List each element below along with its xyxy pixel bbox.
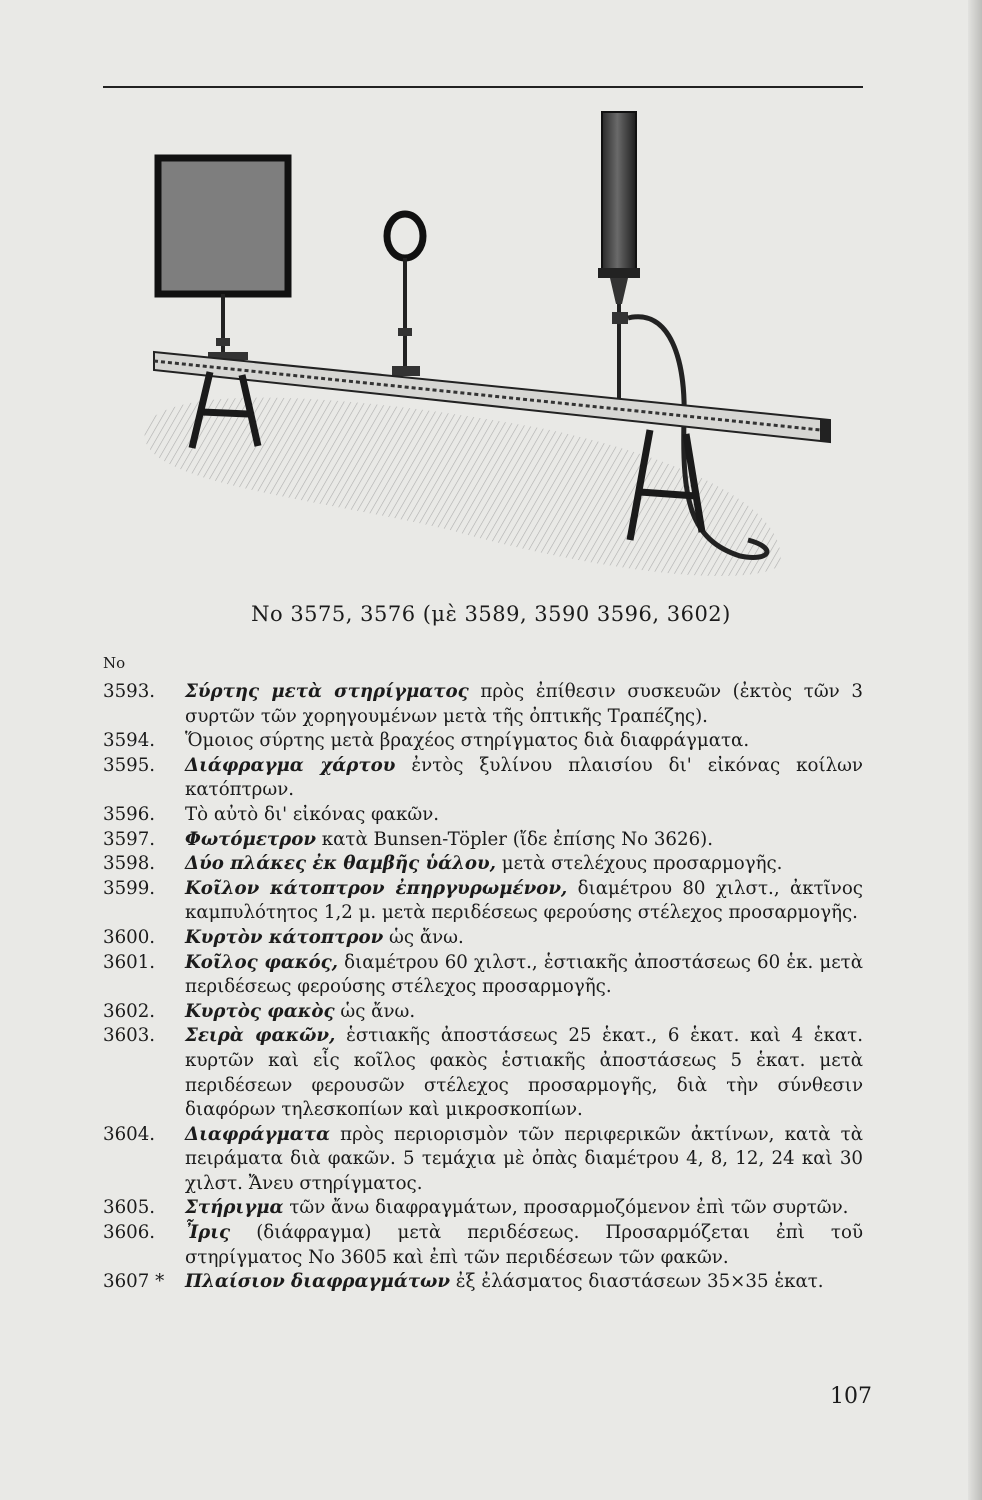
catalog-entry bbox=[103, 877, 863, 926]
entry-number: 3593. bbox=[103, 681, 156, 702]
entry-number: 3604. bbox=[103, 1123, 156, 1145]
entry-number: 3595. bbox=[103, 754, 156, 776]
entry-body bbox=[185, 754, 863, 803]
entry-text: διαμέτρου 80 χιλστ., ἀκτῖνος καμπυλότητος 1,2 μ. μετὰ περιδέσεως φερούσης στέλεχος προσαρμογῆς. bbox=[185, 877, 863, 924]
entry-text: ἐξ ἐλάσματος διαστάσεων 35×35 ἑκατ. bbox=[450, 1271, 824, 1293]
entry-title: Πλαίσιον διαφραγμάτων bbox=[185, 1271, 450, 1293]
entry-title: Κοῖλον κάτοπτρον ἐπηργυρωμένον, bbox=[185, 877, 568, 899]
catalog-entry bbox=[103, 926, 863, 951]
catalog-entry bbox=[103, 803, 863, 828]
entry-title: Φωτόμετρον bbox=[185, 828, 316, 850]
entry-title: Ἶρις bbox=[185, 1222, 231, 1244]
entry-number: 3599. bbox=[103, 877, 156, 899]
entry-title: Διάφραγμα χάρτου bbox=[185, 754, 396, 776]
catalog-entry bbox=[103, 729, 863, 754]
entry-body bbox=[185, 803, 863, 828]
entry-number: 3597. bbox=[103, 828, 156, 850]
catalog-entry bbox=[103, 680, 863, 729]
figure-caption: Νο 3575, 3576 (μὲ 3589, 3590 3596, 3602) bbox=[251, 602, 731, 626]
entry-text: Ὅμοιος σύρτης μετὰ βραχέος στηρίγματος διὰ διαφράγματα. bbox=[185, 730, 750, 752]
catalog-entry bbox=[103, 1024, 863, 1122]
entry-text: ὡς ἄνω. bbox=[334, 1000, 416, 1022]
entry-body bbox=[185, 1221, 863, 1270]
entry-title: Σειρὰ φακῶν, bbox=[185, 1025, 336, 1047]
catalog-entry bbox=[103, 951, 863, 1000]
entry-number: 3598. bbox=[103, 853, 156, 875]
entry-number: 3594. bbox=[103, 730, 156, 752]
catalog-entry bbox=[103, 754, 863, 803]
entry-text: πρὸς ἐπίθεσιν συσκευῶν (ἐκτὸς τῶν 3 συρτῶν τῶν χορηγουμένων μετὰ τῆς ὀπτικῆς Τραπέζης). bbox=[185, 681, 863, 727]
catalog-entry bbox=[103, 1000, 863, 1025]
ring-holder bbox=[387, 214, 423, 376]
entry-number: 3603. bbox=[103, 1025, 156, 1047]
entry-title: Στήριγμα bbox=[185, 1197, 284, 1219]
entry-text: μετὰ στελέχους προσαρμογῆς. bbox=[495, 853, 783, 875]
catalog-entry bbox=[103, 828, 863, 853]
entry-body bbox=[185, 951, 863, 1000]
catalog-entry bbox=[103, 1270, 863, 1295]
entry-title: Διαφράγματα bbox=[185, 1123, 331, 1145]
entry-text: ἑστιακῆς ἀποστάσεως 25 ἑκατ., 6 ἑκατ. καὶ 4 ἑκατ. κυρτῶν καὶ εἷς κοῖλος φακὸς ἑστιακῆς ἀποστάσεως 5 ἑκατ. μετὰ περιδέσεων φερουσῶν στέλεχος προσαρμογῆς, διὰ τὴν σύνθεσιν διαφόρων τηλεσκοπίων καὶ μικροσκοπίων. bbox=[185, 1025, 863, 1121]
list-header: No bbox=[103, 654, 126, 672]
page-number: 107 bbox=[830, 1384, 872, 1409]
entry-number: 3600. bbox=[103, 926, 156, 948]
entry-text: ὡς ἄνω. bbox=[383, 926, 464, 948]
entry-body bbox=[185, 852, 863, 877]
entry-body bbox=[185, 877, 863, 926]
entry-number: 3607 * bbox=[103, 1271, 165, 1293]
catalog-entry bbox=[103, 852, 863, 877]
optical-bench-illustration bbox=[130, 100, 850, 600]
entry-body bbox=[185, 1270, 863, 1295]
entry-body bbox=[185, 680, 863, 729]
catalog-entry bbox=[103, 1221, 863, 1270]
entry-body bbox=[185, 729, 863, 754]
entry-title: Σύρτης μετὰ στηρίγματος bbox=[185, 681, 469, 702]
entry-number: 3605. bbox=[103, 1197, 156, 1219]
entry-text: τῶν ἄνω διαφραγμάτων, προσαρμοζόμενον ἐπὶ τῶν συρτῶν. bbox=[283, 1197, 849, 1219]
catalog-entry bbox=[103, 1196, 863, 1221]
entry-text: κατὰ Bunsen-Töpler (ἴδε ἐπίσης Νο 3626). bbox=[315, 828, 714, 850]
screen-frame bbox=[158, 158, 288, 360]
catalog-entry bbox=[103, 1123, 863, 1197]
entry-number: 3606. bbox=[103, 1222, 156, 1244]
entry-number: 3601. bbox=[103, 951, 156, 973]
entry-body bbox=[185, 1123, 863, 1197]
entry-text: Τὸ αὐτὸ δι' εἰκόνας φακῶν. bbox=[185, 803, 440, 825]
entry-title: Κυρτὸν κάτοπτρον bbox=[185, 926, 384, 948]
catalog-entries bbox=[103, 680, 863, 1295]
entry-text: ἐντὸς ξυλίνου πλαισίου δι' εἰκόνας κοίλων κατόπτρων. bbox=[185, 754, 863, 801]
entry-text: πρὸς περιορισμὸν τῶν περιφερικῶν ἀκτίνων, κατὰ τὰ πειράματα διὰ φακῶν. 5 τεμάχια μὲ ὀπὰς διαμέτρου 4, 8, 12, 24 καὶ 30 χιλστ. Ἄνευ στηρίγματος. bbox=[185, 1123, 863, 1194]
entry-title: Κυρτὸς φακὸς bbox=[185, 1000, 335, 1022]
entry-body bbox=[185, 1024, 863, 1122]
entry-number: 3596. bbox=[103, 803, 156, 825]
entry-body bbox=[185, 926, 863, 951]
entry-text: διαμέτρου 60 χιλστ., ἑστιακῆς ἀποστάσεως 60 ἑκ. μετὰ περιδέσεως φερούσης στέλεχος προσαρμογῆς. bbox=[185, 951, 864, 998]
header-rule bbox=[103, 86, 863, 88]
entry-title: Δύο πλάκες ἐκ θαμβῆς ὑάλου, bbox=[185, 853, 496, 875]
entry-body bbox=[185, 828, 863, 853]
page-edge bbox=[968, 0, 982, 1500]
entry-body bbox=[185, 1000, 863, 1025]
entry-body bbox=[185, 1196, 863, 1221]
entry-text: (διάφραγμα) μετὰ περιδέσεως. Προσαρμόζεται ἐπὶ τοῦ στηρίγματος Νο 3605 καὶ ἐπὶ τῶν περιδέσεων τῶν φακῶν. bbox=[185, 1222, 863, 1268]
entry-title: Κοῖλος φακός, bbox=[185, 951, 339, 973]
entry-number: 3602. bbox=[103, 1000, 156, 1022]
